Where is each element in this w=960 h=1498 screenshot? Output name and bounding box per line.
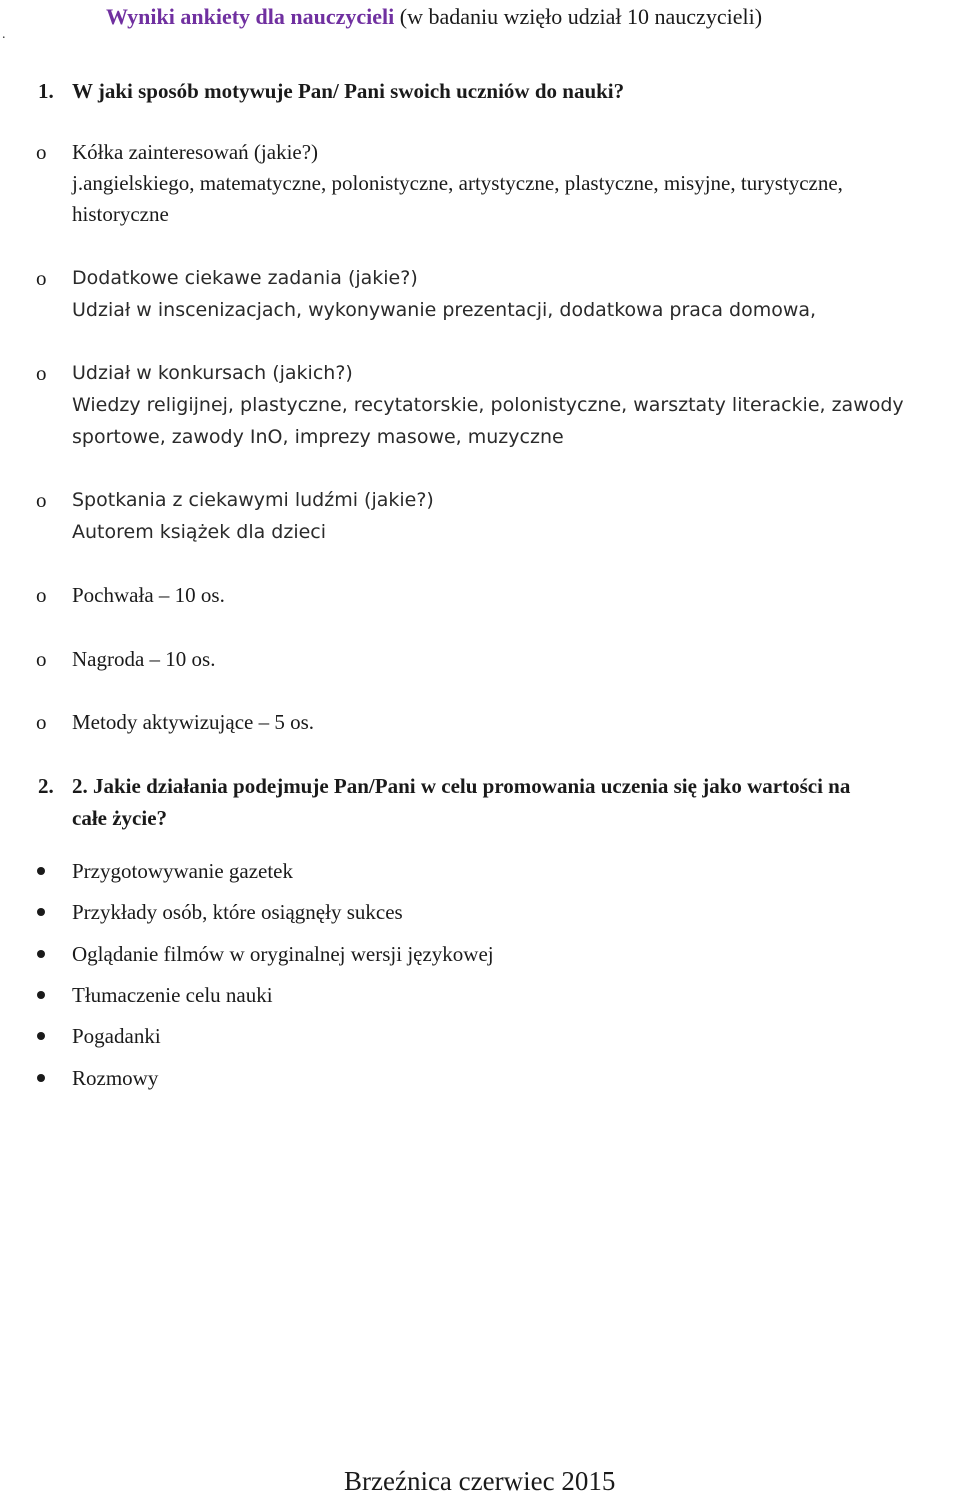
- answer-item-label: Kółka zainteresowań (jakie?): [72, 140, 319, 164]
- title-subtitle: (w badaniu wzięło udział 10 nauczycieli): [399, 4, 763, 29]
- answer-item-label: Pochwała – 10 os.: [72, 583, 225, 607]
- answer-item-detail: historyczne: [72, 202, 169, 226]
- title-main: Wyniki ankiety dla nauczycieli: [106, 4, 395, 29]
- list-marker: o: [36, 583, 47, 607]
- list-marker: o: [36, 488, 47, 512]
- stray-mark: .: [2, 27, 6, 42]
- bullet-dot-icon: [37, 867, 45, 875]
- question-1-number: 1.: [38, 79, 54, 103]
- list-marker: o: [36, 710, 47, 734]
- list-item: Oglądanie filmów w oryginalnej wersji językowej: [72, 942, 494, 966]
- answer-item-label: Nagroda – 10 os.: [72, 647, 216, 671]
- answer-item-detail: j.angielskiego, matematyczne, polonistyczne, artystyczne, plastyczne, misyjne, turystyczne,: [72, 171, 843, 195]
- answer-item-detail: Autorem książek dla dzieci: [72, 521, 327, 543]
- question-2-number: 2.: [38, 774, 54, 798]
- answer-item-label: Dodatkowe ciekawe zadania (jakie?): [72, 267, 418, 289]
- list-item: Przygotowywanie gazetek: [72, 859, 294, 883]
- answer-item-label: Metody aktywizujące – 5 os.: [72, 710, 315, 734]
- answer-item-detail: Wiedzy religijnej, plastyczne, recytatorskie, polonistyczne, warsztaty literackie, zawody: [72, 394, 904, 416]
- bullet-dot-icon: [37, 950, 45, 958]
- answer-item-label: Udział w konkursach (jakich?): [72, 362, 353, 384]
- question-2-text: 2. Jakie działania podejmuje Pan/Pani w celu promowania uczenia się jako wartości na: [72, 774, 851, 798]
- list-item: Przykłady osób, które osiągnęły sukces: [72, 900, 403, 924]
- page-title: [106, 3, 762, 31]
- answer-item-label: Spotkania z ciekawymi ludźmi (jakie?): [72, 489, 434, 511]
- bullet-dot-icon: [37, 1032, 45, 1040]
- answer-item-detail: Udział w inscenizacjach, wykonywanie prezentacji, dodatkowa praca domowa,: [72, 299, 817, 321]
- list-marker: o: [36, 266, 47, 290]
- list-marker: o: [36, 361, 47, 385]
- footer-place-date: Brzeźnica czerwiec 2015: [344, 1466, 616, 1496]
- list-marker: o: [36, 647, 47, 671]
- list-item: Pogadanki: [72, 1024, 161, 1048]
- question-1-text: W jaki sposób motywuje Pan/ Pani swoich uczniów do nauki?: [72, 79, 625, 103]
- bullet-dot-icon: [37, 908, 45, 916]
- answer-item-detail: sportowe, zawody InO, imprezy masowe, muzyczne: [72, 426, 564, 448]
- bullet-dot-icon: [37, 1074, 45, 1082]
- list-item: Tłumaczenie celu nauki: [72, 983, 273, 1007]
- list-item: Rozmowy: [72, 1066, 159, 1090]
- bullet-dot-icon: [37, 991, 45, 999]
- list-marker: o: [36, 140, 47, 164]
- question-2-text-continued: całe życie?: [72, 806, 168, 830]
